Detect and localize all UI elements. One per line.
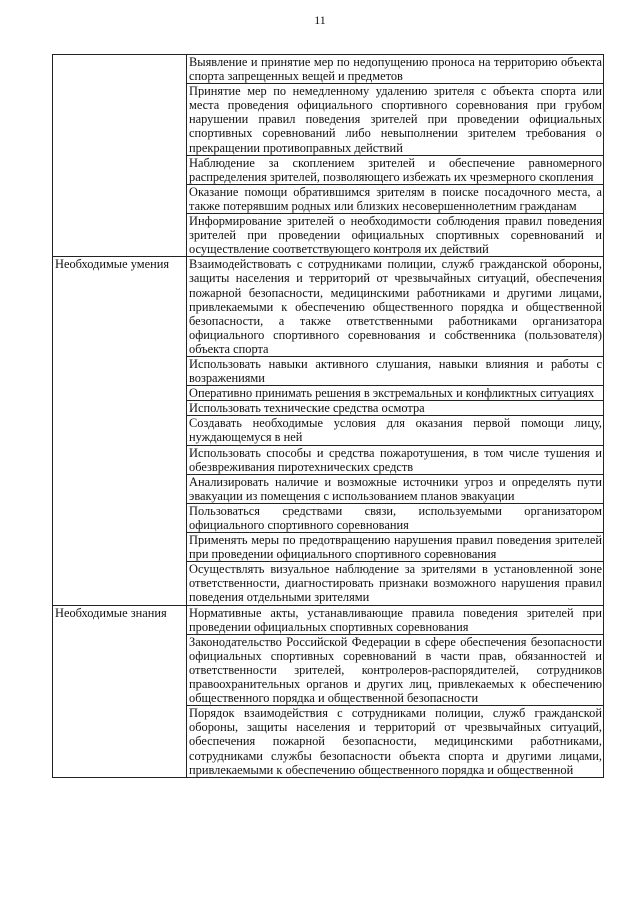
table-cell: Порядок взаимодействия с сотрудниками полиции, служб гражданской обороны, защиты населения и территорий от чрезвычайных ситуаций, обеспечения пожарной безопасности, медицинскими работниками, сотрудниками службы безопасности объекта спорта и другими лицами, привлекаемыми к обеспечению общественного порядка и общественной (187, 706, 604, 777)
table-cell: Наблюдение за скоплением зрителей и обеспечение равномерного распределения зрителей, позволяющего избежать их чрезмерного скопления (187, 155, 604, 184)
table-row (53, 605, 604, 634)
table-cell: Применять меры по предотвращению нарушения правил поведения зрителей при проведении официального спортивного соревнования (187, 533, 604, 562)
table-cell: Анализировать наличие и возможные источники угроз и определять пути эвакуации из помещения с использованием планов эвакуации (187, 474, 604, 503)
section-label: Необходимые знания (53, 605, 187, 777)
table-cell: Принятие мер по немедленному удалению зрителя с объекта спорта или места проведения официального спортивного соревнования при грубом нарушении правил поведения зрителей при проведении официальных спортивных соревнований либо невыполнении зрителем требования о прекращении противоправных действий (187, 84, 604, 155)
table-cell: Оказание помощи обратившимся зрителям в поиске посадочного места, а также потерявшим родных или близких несовершеннолетним гражданам (187, 184, 604, 213)
table-cell: Использовать навыки активного слушания, навыки влияния и работы с возражениями (187, 356, 604, 385)
table-cell: Использовать технические средства осмотра (187, 401, 604, 416)
table-cell: Использовать способы и средства пожаротушения, в том числе тушения и обезвреживания пиротехнических средств (187, 445, 604, 474)
table-cell: Информирование зрителей о необходимости соблюдения правил поведения зрителей при проведении официальных спортивных соревнований и осуществление соответствующего контроля их действий (187, 214, 604, 257)
table-row (53, 257, 604, 357)
table-cell: Нормативные акты, устанавливающие правила поведения зрителей при проведении официальных спортивных соревнования (187, 605, 604, 634)
table-cell: Выявление и принятие мер по недопущению проноса на территорию объекта спорта запрещенных вещей и предметов (187, 55, 604, 84)
table-cell: Осуществлять визуальное наблюдение за зрителями в установленной зоне ответственности, диагностировать признаки возможного нарушения правил поведения отдельными зрителями (187, 562, 604, 605)
table-cell: Взаимодействовать с сотрудниками полиции, служб гражданской обороны, защиты населения и территорий от чрезвычайных ситуаций, обеспечения пожарной безопасности, медицинскими работниками и другими лицами, привлекаемыми к обеспечению общественного порядка и общественной безопасности, а также ответственными работниками организатора официального спортивного соревнования и собственника (пользователя) объекта спорта (187, 257, 604, 357)
table-cell: Создавать необходимые условия для оказания первой помощи лицу, нуждающемуся в ней (187, 416, 604, 445)
section-label: Необходимые умения (53, 257, 187, 605)
page-number: 11 (314, 13, 326, 27)
table-cell: Законодательство Российской Федерации в сфере обеспечения безопасности официальных спортивных соревнований в части прав, обязанностей и ответственности зрителей, контролеров-распорядителей, сотрудников правоохранительных органов и других лиц, привлекаемых к обеспечению общественного порядка и общественной безопасности (187, 634, 604, 705)
table-row (53, 55, 604, 84)
table-cell: Пользоваться средствами связи, используемыми организатором официального спортивного соревнования (187, 503, 604, 532)
table-cell: Оперативно принимать решения в экстремальных и конфликтных ситуациях (187, 386, 604, 401)
requirements-table (52, 54, 604, 778)
section-label (53, 55, 187, 257)
